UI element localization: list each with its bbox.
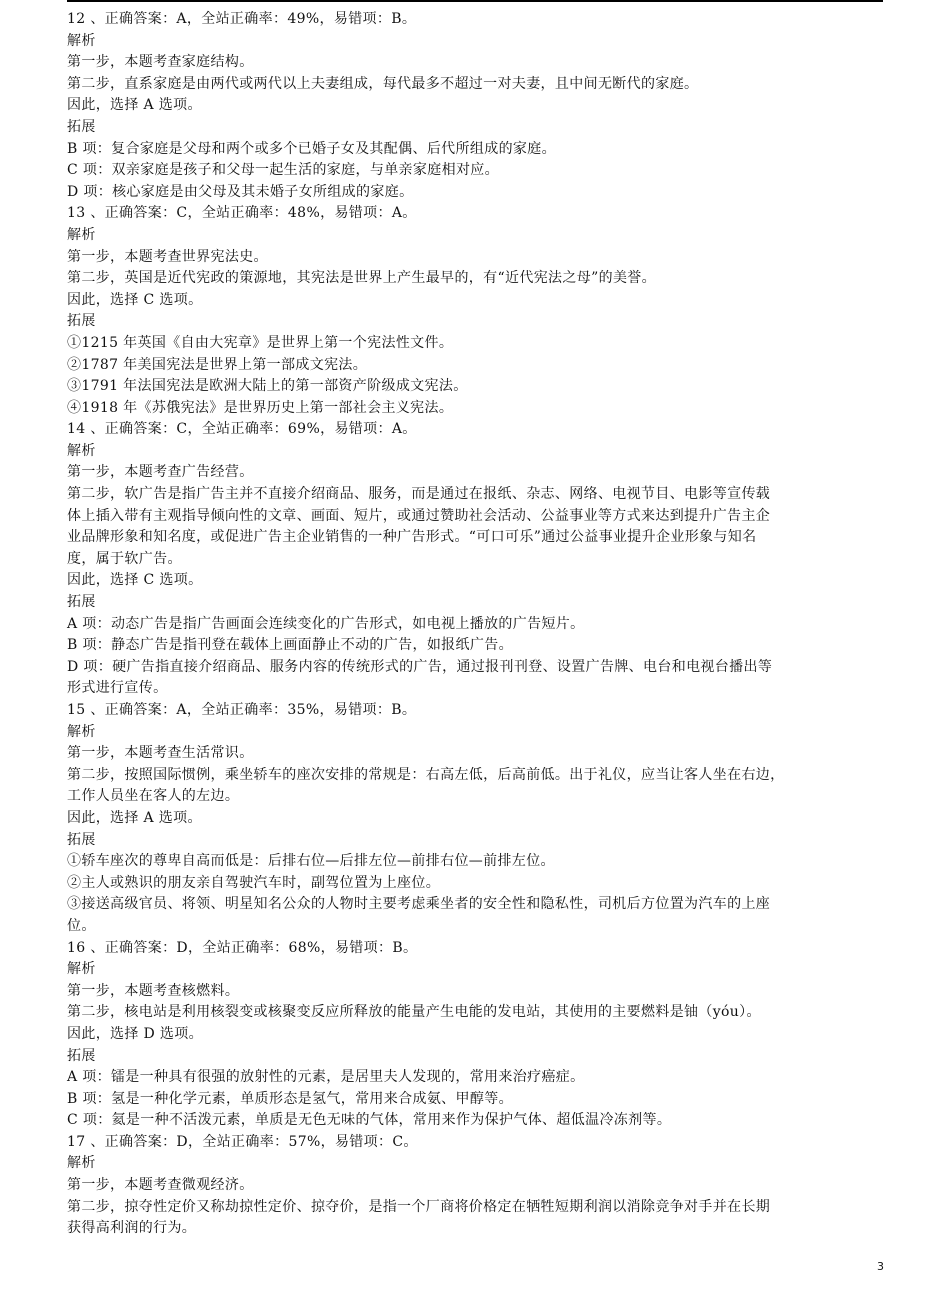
- text-line: 拓展: [67, 1047, 96, 1064]
- text-line: ①1215 年英国《自由大宪章》是世界上第一个宪法性文件。: [67, 334, 454, 351]
- text-line: 14 、正确答案：C，全站正确率：69%，易错项：A。: [67, 421, 417, 438]
- text-line: D 项：核心家庭是由父母及其未婚子女所组成的家庭。: [67, 183, 414, 200]
- text-line: 12 、正确答案：A，全站正确率：49%，易错项：B。: [67, 11, 417, 27]
- text-line: 解析: [67, 226, 96, 243]
- text-line: 13 、正确答案：C，全站正确率：48%，易错项：A。: [67, 205, 417, 222]
- text-line: 15 、正确答案：A，全站正确率：35%，易错项：B。: [67, 702, 417, 718]
- text-line: 因此，选择 A 选项。: [67, 809, 202, 826]
- text-line: 解析: [67, 961, 96, 978]
- text-line: 16 、正确答案：D，全站正确率：68%，易错项：B。: [67, 939, 418, 956]
- text-line: 解析: [67, 1155, 96, 1172]
- text-line: 形式进行宣传。: [67, 680, 168, 697]
- text-line: 第一步，本题考查微观经济。: [67, 1177, 254, 1194]
- text-line: A 项：镭是一种具有很强的放射性的元素，是居里夫人发现的，常用来治疗癌症。: [67, 1069, 585, 1086]
- text-line: 第二步，按照国际惯例，乘坐轿车的座次安排的常规是：右高左低，后高前低。出于礼仪，应当让客人坐在右边，: [67, 766, 785, 783]
- text-line: 第一步，本题考查核燃料。: [67, 982, 240, 999]
- page-number: 3: [877, 1260, 884, 1273]
- text-line: A 项：动态广告是指广告画面会连续变化的广告形式，如电视上播放的广告短片。: [67, 615, 585, 632]
- text-line: 业品牌形象和知名度，或促进广告主企业销售的一种广告形式。“可口可乐”通过公益事业提升企业形象与知名: [67, 529, 757, 546]
- text-line: 17 、正确答案：D，全站正确率：57%，易错项：C。: [67, 1133, 418, 1150]
- text-line: 第二步，掠夺性定价又称劫掠性定价、掠夺价，是指一个厂商将价格定在牺牲短期利润以消除竞争对手并在长期: [67, 1198, 771, 1215]
- text-line: 因此，选择 D 选项。: [67, 1025, 203, 1042]
- text-line: 因此，选择 C 选项。: [67, 572, 203, 589]
- text-line: B 项：静态广告是指刊登在载体上画面静止不动的广告，如报纸广告。: [67, 637, 513, 654]
- text-line: 解析: [67, 723, 96, 740]
- text-line: 第二步，英国是近代宪政的策源地，其宪法是世界上产生最早的，有“近代宪法之母”的美誉。: [67, 270, 657, 287]
- text-line: ①轿车座次的尊卑自高而低是：后排右位—后排左位—前排右位—前排左位。: [67, 853, 555, 870]
- text-line: ②1787 年美国宪法是世界上第一部成文宪法。: [67, 356, 368, 373]
- text-line: 获得高利润的行为。: [67, 1220, 197, 1237]
- text-line: B 项：复合家庭是父母和两个或多个已婚子女及其配偶、后代所组成的家庭。: [67, 140, 556, 157]
- text-line: 第一步，本题考查生活常识。: [67, 745, 254, 762]
- text-line: 第一步，本题考查家庭结构。: [67, 54, 254, 71]
- text-line: 第二步，软广告是指广告主并不直接介绍商品、服务，而是通过在报纸、杂志、网络、电视节目、电影等宣传载: [67, 486, 771, 503]
- text-line: C 项：氦是一种不活泼元素，单质是无色无味的气体，常用来作为保护气体、超低温冷冻剂等。: [67, 1112, 672, 1129]
- text-line: 第一步，本题考查广告经营。: [67, 464, 254, 481]
- text-line: 体上插入带有主观指导倾向性的文章、画面、短片，或通过赞助社会活动、公益事业等方式来达到提升广告主企: [67, 507, 771, 524]
- text-line: 第一步，本题考查世界宪法史。: [67, 248, 268, 265]
- top-rule: [67, 0, 883, 2]
- text-line: 第二步，核电站是利用核裂变或核聚变反应所释放的能量产生电能的发电站，其使用的主要燃料是铀（yóu）。: [67, 1004, 761, 1021]
- text-line: 位。: [67, 917, 96, 934]
- text-line: 度，属于软广告。: [67, 550, 182, 567]
- text-line: 因此，选择 C 选项。: [67, 291, 203, 308]
- text-line: 解析: [67, 442, 96, 459]
- text-line: ④1918 年《苏俄宪法》是世界历史上第一部社会主义宪法。: [67, 399, 454, 416]
- text-line: 工作人员坐在客人的左边。: [67, 788, 240, 805]
- answer-explanations: [67, 9, 883, 1240]
- text-line: 拓展: [67, 594, 96, 611]
- text-line: 因此，选择 A 选项。: [67, 97, 202, 114]
- text-line: 第二步，直系家庭是由两代或两代以上夫妻组成，每代最多不超过一对夫妻，且中间无断代的家庭。: [67, 75, 699, 92]
- text-line: C 项：双亲家庭是孩子和父母一起生活的家庭，与单亲家庭相对应。: [67, 162, 500, 179]
- text-line: B 项：氢是一种化学元素，单质形态是氢气，常用来合成氨、甲醇等。: [67, 1090, 513, 1107]
- text-line: D 项：硬广告指直接介绍商品、服务内容的传统形式的广告，通过报刊刊登、设置广告牌、电台和电视台播出等: [67, 658, 773, 675]
- text-line: 解析: [67, 32, 96, 49]
- text-line: 拓展: [67, 313, 96, 330]
- text-line: ③接送高级官员、将领、明星知名公众的人物时主要考虑乘坐者的安全性和隐私性，司机后方位置为汽车的上座: [67, 896, 771, 913]
- text-line: 拓展: [67, 831, 96, 848]
- text-line: ②主人或熟识的朋友亲自驾驶汽车时，副驾位置为上座位。: [67, 874, 441, 891]
- text-line: ③1791 年法国宪法是欧洲大陆上的第一部资产阶级成文宪法。: [67, 378, 468, 395]
- text-line: 拓展: [67, 118, 96, 135]
